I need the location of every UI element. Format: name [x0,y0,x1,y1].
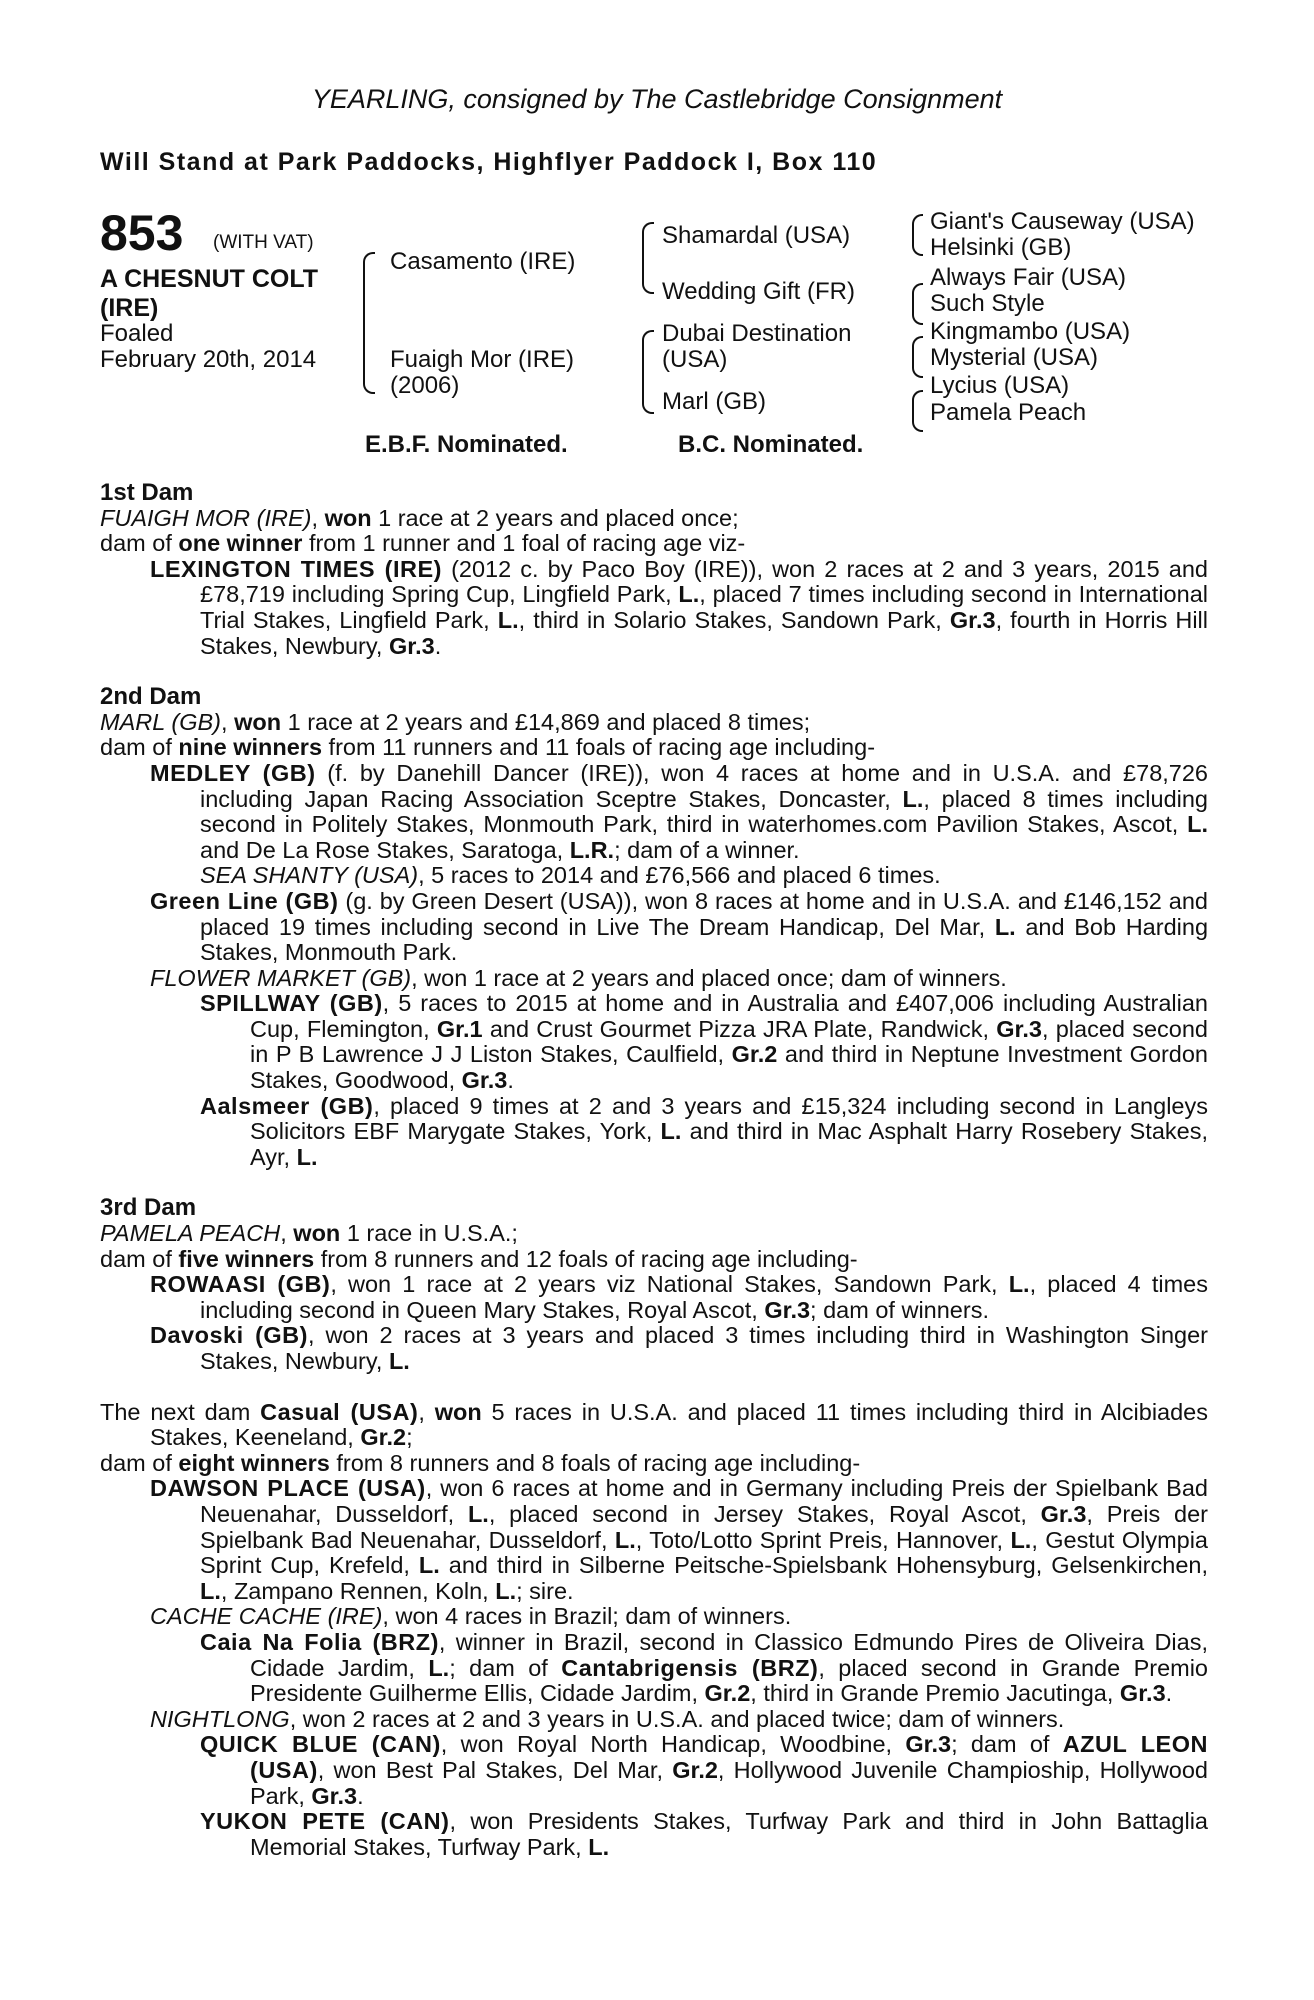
paragraph: Aalsmeer (GB), placed 9 times at 2 and 3 years and £15,324 including second in Langleys Solicitors EBF Marygate Stakes, York, L. and third in Mac Asphalt Harry Rosebery Stakes, Ayr, L. [200,1092,1208,1170]
sire: Casamento (IRE) [390,248,576,275]
colt-origin: (IRE) [100,294,159,322]
paragraph: QUICK BLUE (CAN), won Royal North Handicap, Woodbine, Gr.3; dam of AZUL LEON (USA), won Best Pal Stakes, Del Mar, Gr.2, Hollywood Juvenile Champioship, Hollywood Park, Gr.3. [200,1731,1209,1809]
sire-dam: Wedding Gift (FR) [662,278,855,305]
lot-number: 853 [100,205,184,261]
paragraph: dam of one winner from 1 runner and 1 foal of racing age viz- [100,530,746,557]
paragraph: LEXINGTON TIMES (IRE) (2012 c. by Paco Boy (IRE)), won 2 races at 2 and 3 years, 2015 and £78,719 including Spring Cup, Lingfield Park, L., placed 7 times including second in International Trial Stakes, Lingfield Park, L., third in Solario Stakes, Sandown Park, Gr.3, fourth in Horris Hill Stakes, Newbury, Gr.3. [150,555,1208,659]
ped-sss: Giant's Causeway (USA) [930,208,1195,235]
brace-gen3-e [912,336,923,358]
section-heading: 2nd Dam [100,683,202,711]
foaled-label: Foaled [100,320,174,347]
ped-sdd: Such Style [930,290,1045,317]
paragraph: dam of five winners from 8 runners and 12 foals of racing age including- [100,1245,858,1272]
ped-ddd: Pamela Peach [930,399,1087,426]
brace-gen3-d [912,303,923,325]
paragraph: YUKON PETE (CAN), won Presidents Stakes, Turfway Park and third in John Battaglia Memorial Stakes, Turfway Park, L. [200,1808,1208,1860]
brace-gen2-d [642,372,654,414]
paragraph: DAWSON PLACE (USA), won 6 races at home and in Germany including Preis der Spielbank Bad Neuenahar, Dusseldorf, L., placed second in Jersey Stakes, Royal Ascot, Gr.3, Preis der Spielbank Bad Neuenahar, Dusseldorf, L., Toto/Lotto Sprint Preis, Hannover, L., Gestut Olympia Sprint Cup, Krefeld, L. and third in Silberne Peitsche-Spielsbank Hohensyburg, Gelsenkirchen, L., Zampano Rennen, Koln, L.; sire. [150,1475,1209,1604]
paragraph: PAMELA PEACH, won 1 race in U.S.A.; [100,1220,518,1247]
paragraph: MARL (GB), won 1 race at 2 years and £14,869 and placed 8 times; [100,708,811,735]
paragraph: Caia Na Folia (BRZ), winner in Brazil, second in Classico Edmundo Pires de Oliveira Dias, Cidade Jardim, L.; dam of Cantabrigensis (BRZ), placed second in Grande Premio Presidente Guilherme Ellis, Cidade Jardim, Gr.2, third in Grande Premio Jacutinga, Gr.3. [200,1628,1209,1707]
page-header: YEARLING, consigned by The Castlebridge Consignment [311,84,1003,114]
foaled-date: February 20th, 2014 [100,346,317,373]
dam-sire: Dubai Destination [662,320,852,347]
paragraph: MEDLEY (GB) (f. by Danehill Dancer (IRE)), won 4 races at home and in U.S.A. and £78,726 including Japan Racing Association Sceptre Stakes, Doncaster, L., placed 8 times including second in Politely Stakes, Monmouth Park, third in waterhomes.com Pavilion Stakes, Ascot, L. and De La Rose Stakes, Saratoga, L.R.; dam of a winner. [150,759,1208,863]
ped-sds: Always Fair (USA) [930,264,1127,291]
brace-gen2-b [642,260,654,294]
sire-sire: Shamardal (USA) [662,222,851,249]
brace-gen3-a [912,214,923,236]
dam-dam: Marl (GB) [662,388,766,415]
paragraph: Davoski (GB), won 2 races at 3 years and placed 3 times including third in Washington Singer Stakes, Newbury, L. [150,1322,1208,1374]
ped-dsd: Mysterial (USA) [930,344,1099,371]
bc-nominated: B.C. Nominated. [678,431,864,458]
ped-dss: Kingmambo (USA) [930,318,1131,345]
brace-gen2-a [642,222,654,262]
catalogue-body [100,480,1208,1860]
section-heading: 1st Dam [100,479,194,506]
brace-gen3-b [912,234,923,256]
dam-year: (2006) [390,372,460,399]
dam: Fuaigh Mor (IRE) [390,346,575,373]
vat-note: (WITH VAT) [213,232,314,253]
paragraph: ROWAASI (GB), won 1 race at 2 years viz National Stakes, Sandown Park, L., placed 4 times including second in Queen Mary Stakes, Royal Ascot, Gr.3; dam of winners. [150,1271,1208,1323]
ped-ssd: Helsinki (GB) [930,234,1072,261]
paragraph: FUAIGH MOR (IRE), won 1 race at 2 years and placed once; [100,504,739,531]
colt-description: A CHESNUT COLT [100,265,319,293]
paragraph: CACHE CACHE (IRE), won 4 races in Brazil; dam of winners. [150,1603,792,1630]
dam-sire-origin: (USA) [662,346,728,373]
brace-gen3-h [912,410,923,432]
ped-dds: Lycius (USA) [930,372,1070,399]
stand-location: Will Stand at Park Paddocks, Highflyer Paddock I, Box 110 [100,148,878,176]
paragraph: dam of nine winners from 11 runners and 11 foals of racing age including- [100,734,876,761]
paragraph: SPILLWAY (GB), 5 races to 2015 at home and in Australia and £407,006 including Australian Cup, Flemington, Gr.1 and Crust Gourmet Pizza JRA Plate, Randwick, Gr.3, placed second in P B Lawrence J J Liston Stakes, Caulfield, Gr.2 and third in Neptune Investment Gordon Stakes, Goodwood, Gr.3. [200,990,1209,1094]
paragraph: SEA SHANTY (USA), 5 races to 2014 and £76,566 and placed 6 times. [200,862,941,889]
brace-gen3-f [912,356,923,378]
brace-gen3-g [912,390,923,412]
section-heading: 3rd Dam [100,1194,197,1222]
ebf-nominated: E.B.F. Nominated. [365,431,568,458]
paragraph: dam of eight winners from 8 runners and 8 foals of racing age including- [100,1449,861,1476]
paragraph: Green Line (GB) (g. by Green Desert (USA)), won 8 races at home and in U.S.A. and £146,152 and placed 19 times including second in Live The Dream Handicap, Del Mar, L. and Bob Harding Stakes, Monmouth Park. [150,887,1209,966]
brace-gen1 [363,252,375,338]
brace-gen1-b [363,336,375,394]
paragraph: The next dam Casual (USA), won 5 races in U.S.A. and placed 11 times including third in Alcibiades Stakes, Keeneland, Gr.2; [100,1398,1209,1451]
paragraph: NIGHTLONG, won 2 races at 2 and 3 years in U.S.A. and placed twice; dam of winners. [150,1705,1065,1732]
brace-gen2-c [642,330,654,374]
brace-gen3-c [912,283,923,305]
paragraph: FLOWER MARKET (GB), won 1 race at 2 years and placed once; dam of winners. [150,964,1007,991]
